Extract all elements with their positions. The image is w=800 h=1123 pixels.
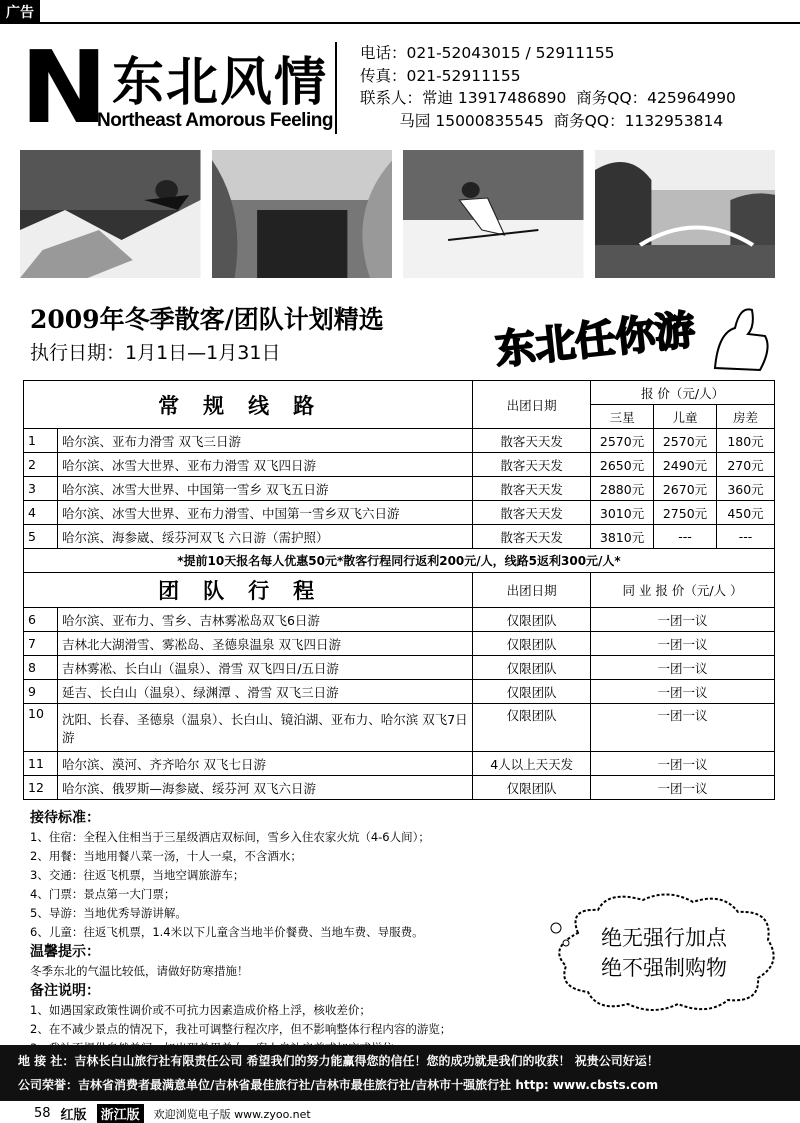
logo-english: Northeast Amorous Feeling xyxy=(97,110,333,131)
standard-item: 6、儿童：往返飞机票，1.4米以下儿童含当地半价餐费、当地车费、导服费。 xyxy=(30,925,424,939)
logo-chinese: 东北风情 xyxy=(112,53,329,113)
route-name: 哈尔滨、冰雪大世界、亚布力滑雪、中国第一雪乡双飞六日游 xyxy=(57,501,472,525)
page-footer xyxy=(34,1104,311,1123)
table-row xyxy=(24,501,775,525)
route-date: 散客天天发 xyxy=(473,525,591,549)
discount-note: *提前10天报名每人优惠50元*散客行程同行返利200元/人，线路5返利300元/人* xyxy=(24,549,775,573)
remark-item: 1、如遇国家政策性调价或不可抗力因素造成价格上浮，核收差价； xyxy=(30,1003,371,1017)
route-price: 一团一议 xyxy=(591,608,775,632)
table-row xyxy=(24,632,775,656)
tip-title: 温馨提示： xyxy=(30,944,100,960)
price-child: 2670元 xyxy=(654,477,717,501)
cloud-shape xyxy=(559,894,773,1010)
col-depart-date-2: 出团日期 xyxy=(473,573,591,608)
route-date: 仅限团队 xyxy=(473,608,591,632)
route-name: 哈尔滨、海参崴、绥芬河双飞 六日游（需护照） xyxy=(57,525,472,549)
route-name: 哈尔滨、冰雪大世界、中国第一雪乡 双飞五日游 xyxy=(57,477,472,501)
table-row xyxy=(24,453,775,477)
edition-label: 红版 xyxy=(60,1108,87,1123)
promise-line-2: 绝不强制购物 xyxy=(601,956,727,980)
price-room-diff: 270元 xyxy=(717,453,775,477)
route-name: 哈尔滨、俄罗斯—海参崴、绥芬河 双飞六日游 xyxy=(57,776,472,800)
tip-text: 冬季东北的气温比较低，请做好防寒措施！ xyxy=(30,964,249,978)
route-name: 哈尔滨、冰雪大世界、亚布力滑雪 双飞四日游 xyxy=(57,453,472,477)
table-row xyxy=(24,704,775,752)
price-child: 2750元 xyxy=(654,501,717,525)
price-three-star: 3810元 xyxy=(591,525,654,549)
price-three-star: 3010元 xyxy=(591,501,654,525)
route-name: 吉林雾凇、长白山（温泉）、滑雪 双飞四日/五日游 xyxy=(57,656,472,680)
route-date: 散客天天发 xyxy=(473,453,591,477)
col-price: 报 价（元/人） xyxy=(591,381,775,405)
service-standards xyxy=(30,808,451,1058)
section-group-title: 团队行程 xyxy=(24,573,473,608)
contact-person-2: 马园 15000835545 商务QQ：1132953814 xyxy=(360,111,724,130)
route-date: 散客天天发 xyxy=(473,477,591,501)
slogan-text: 东北任你游 xyxy=(493,307,698,374)
photo-strip xyxy=(20,150,775,278)
remark-item: 2、在不减少景点的情况下，我社可调整行程次序，但不影响整体行程内容的游览； xyxy=(30,1022,452,1036)
row-no: 4 xyxy=(24,501,58,525)
footer-line-1: 地 接 社：吉林长白山旅行社有限责任公司 希望我们的努力能赢得您的信任！您的成功就是我们的收获！ 祝贵公司好运！ xyxy=(18,1054,659,1068)
route-price: 一团一议 xyxy=(591,704,775,752)
contact-phone: 电话：021-52043015 / 52911155 xyxy=(360,44,615,62)
standard-item: 4、门票：景点第一大门票； xyxy=(30,887,176,901)
contact-person-1: 联系人：常迪 13917486890 商务QQ：425964990 xyxy=(360,89,736,107)
promise-line-1: 绝无强行加点 xyxy=(601,926,727,950)
row-no: 5 xyxy=(24,525,58,549)
row-no: 9 xyxy=(24,680,58,704)
table-row xyxy=(24,608,775,632)
route-name: 吉林北大湖滑雪、雾凇岛、圣德泉温泉 双飞四日游 xyxy=(57,632,472,656)
region-label: 浙江版 xyxy=(97,1104,144,1123)
price-three-star: 2880元 xyxy=(591,477,654,501)
slogan-graphic xyxy=(490,298,775,378)
route-name: 哈尔滨、亚布力滑雪 双飞三日游 xyxy=(57,429,472,453)
col-room-diff: 房差 xyxy=(717,405,775,429)
route-name: 沈阳、长春、圣德泉（温泉）、长白山、镜泊湖、亚布力、哈尔滨 双飞7日游 xyxy=(57,704,472,752)
row-no: 10 xyxy=(24,704,58,752)
table-row xyxy=(24,429,775,453)
table-row xyxy=(24,680,775,704)
route-price: 一团一议 xyxy=(591,632,775,656)
price-child: 2570元 xyxy=(654,429,717,453)
price-three-star: 2650元 xyxy=(591,453,654,477)
route-name: 哈尔滨、漠河、齐齐哈尔 双飞七日游 xyxy=(57,752,472,776)
table-row xyxy=(24,776,775,800)
standard-item: 5、导游：当地优秀导游讲解。 xyxy=(30,906,187,920)
promise-cloud xyxy=(548,888,780,1016)
row-no: 12 xyxy=(24,776,58,800)
price-child: --- xyxy=(654,525,717,549)
row-no: 6 xyxy=(24,608,58,632)
table-row xyxy=(24,752,775,776)
photo-frosted-trees xyxy=(212,150,393,278)
page-title: 2009年冬季散客/团队计划精选 xyxy=(30,305,384,334)
thumbs-up-icon xyxy=(715,309,768,370)
route-date: 仅限团队 xyxy=(473,680,591,704)
header-divider xyxy=(335,42,337,134)
table-row xyxy=(24,656,775,680)
standard-item: 1、住宿：全程入住相当于三星级酒店双标间，雪乡入住农家火炕（4-6人间）； xyxy=(30,830,430,844)
standard-item: 2、用餐：当地用餐八菜一汤，十人一桌，不含酒水； xyxy=(30,849,302,863)
logo-letter: N xyxy=(20,29,104,146)
website-link[interactable]: 欢迎浏览电子版 www.zyoo.net xyxy=(153,1107,311,1121)
standard-item: 3、交通：往返飞机票，当地空调旅游车； xyxy=(30,868,245,882)
row-no: 8 xyxy=(24,656,58,680)
route-name: 延吉、长白山（温泉）、绿渊潭 、滑雪 双飞三日游 xyxy=(57,680,472,704)
route-date: 散客天天发 xyxy=(473,429,591,453)
table-row xyxy=(24,525,775,549)
valid-dates: 执行日期：1月1日—1月31日 xyxy=(30,342,281,364)
contact-block xyxy=(360,42,736,132)
route-date: 仅限团队 xyxy=(473,704,591,752)
col-three-star: 三星 xyxy=(591,405,654,429)
standards-title: 接待标准： xyxy=(30,810,100,826)
price-three-star: 2570元 xyxy=(591,429,654,453)
section-regular-title: 常规线路 xyxy=(24,381,473,429)
route-date: 仅限团队 xyxy=(473,656,591,680)
price-room-diff: 180元 xyxy=(717,429,775,453)
footer-line-2: 公司荣誉：吉林省消费者最满意单位/吉林省最佳旅行社/吉林市最佳旅行社/吉林市十强旅行社 http: www.cbsts.com xyxy=(18,1078,659,1092)
route-name: 哈尔滨、亚布力、雪乡、吉林雾凇岛双飞6日游 xyxy=(57,608,472,632)
photo-skier xyxy=(403,150,584,278)
price-child: 2490元 xyxy=(654,453,717,477)
cloud-bubble xyxy=(551,923,561,933)
col-price-2: 同 业 报 价（元/人 ） xyxy=(591,573,775,608)
row-no: 11 xyxy=(24,752,58,776)
route-price: 一团一议 xyxy=(591,776,775,800)
route-price: 一团一议 xyxy=(591,656,775,680)
col-child: 儿童 xyxy=(654,405,717,429)
col-depart-date: 出团日期 xyxy=(473,381,591,429)
contact-fax: 传真：021-52911155 xyxy=(360,66,521,85)
route-date: 4人以上天天发 xyxy=(473,752,591,776)
route-price: 一团一议 xyxy=(591,680,775,704)
row-no: 1 xyxy=(24,429,58,453)
photo-ski-jump xyxy=(20,150,201,278)
price-room-diff: 450元 xyxy=(717,501,775,525)
route-date: 散客天天发 xyxy=(473,501,591,525)
remark-title: 备注说明： xyxy=(30,983,100,999)
footer-banner xyxy=(0,1045,800,1101)
ad-tag: 广告 xyxy=(0,0,40,24)
row-no: 2 xyxy=(24,453,58,477)
top-rule xyxy=(0,22,800,24)
route-price: 一团一议 xyxy=(591,752,775,776)
photo-bridge-lake xyxy=(595,150,776,278)
page-number: 58 xyxy=(34,1106,51,1121)
price-room-diff: 360元 xyxy=(717,477,775,501)
route-date: 仅限团队 xyxy=(473,632,591,656)
row-no: 3 xyxy=(24,477,58,501)
price-room-diff: --- xyxy=(717,525,775,549)
route-date: 仅限团队 xyxy=(473,776,591,800)
route-table xyxy=(23,380,775,800)
row-no: 7 xyxy=(24,632,58,656)
table-row xyxy=(24,477,775,501)
cloud-bubble-small xyxy=(563,940,569,946)
